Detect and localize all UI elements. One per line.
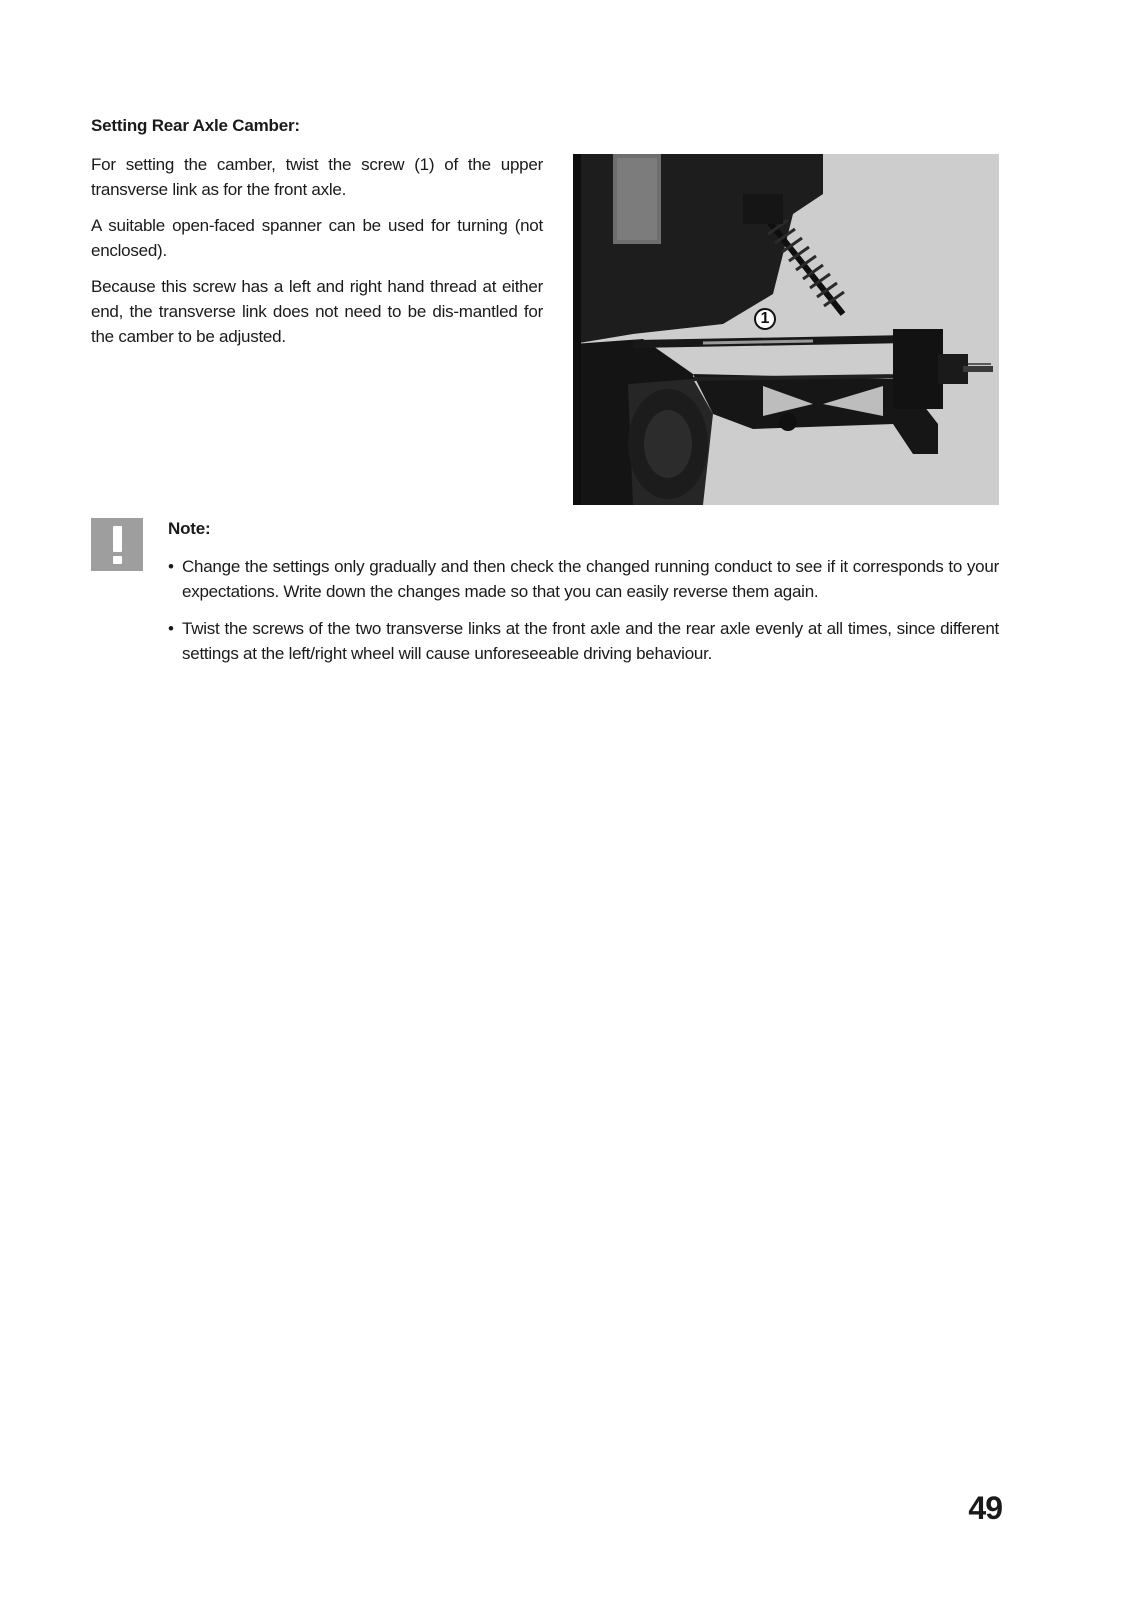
section-heading: Setting Rear Axle Camber: <box>91 116 300 135</box>
body-text <box>91 152 543 360</box>
list-item <box>168 554 999 604</box>
rear-axle-photo <box>573 154 999 505</box>
paragraph-2: A suitable open-faced spanner can be used for turning (not enclosed). <box>91 216 543 260</box>
paragraph-3: Because this screw has a left and right hand thread at either end, the transverse link does not need to be dis-mantled for the camber to be adjusted. <box>91 277 543 346</box>
callout-1-marker <box>754 308 776 330</box>
exclamation-icon <box>91 518 143 571</box>
callout-number: 1 <box>760 310 770 327</box>
exclamation-bar <box>113 526 122 552</box>
note-item-text: Twist the screws of the two transverse links at the front axle and the rear axle evenly at all times, since different settings at the left/right wheel will cause unforeseeable driving behaviour. <box>182 619 999 663</box>
bullet: • <box>168 557 174 576</box>
list-item <box>168 616 999 666</box>
rear-axle-illustration <box>573 154 999 505</box>
page-number: 49 <box>968 1490 1002 1526</box>
bullet: • <box>168 619 174 638</box>
note-list <box>168 554 999 678</box>
note-title: Note: <box>168 519 211 538</box>
paragraph-1: For setting the camber, twist the screw (1) of the upper transverse link as for the front axle. <box>91 155 543 199</box>
exclamation-dot <box>113 556 122 564</box>
note-item-text: Change the settings only gradually and then check the changed running conduct to see if it corresponds to your expectations. Write down the changes made so that you can easily reverse them again. <box>182 557 999 601</box>
